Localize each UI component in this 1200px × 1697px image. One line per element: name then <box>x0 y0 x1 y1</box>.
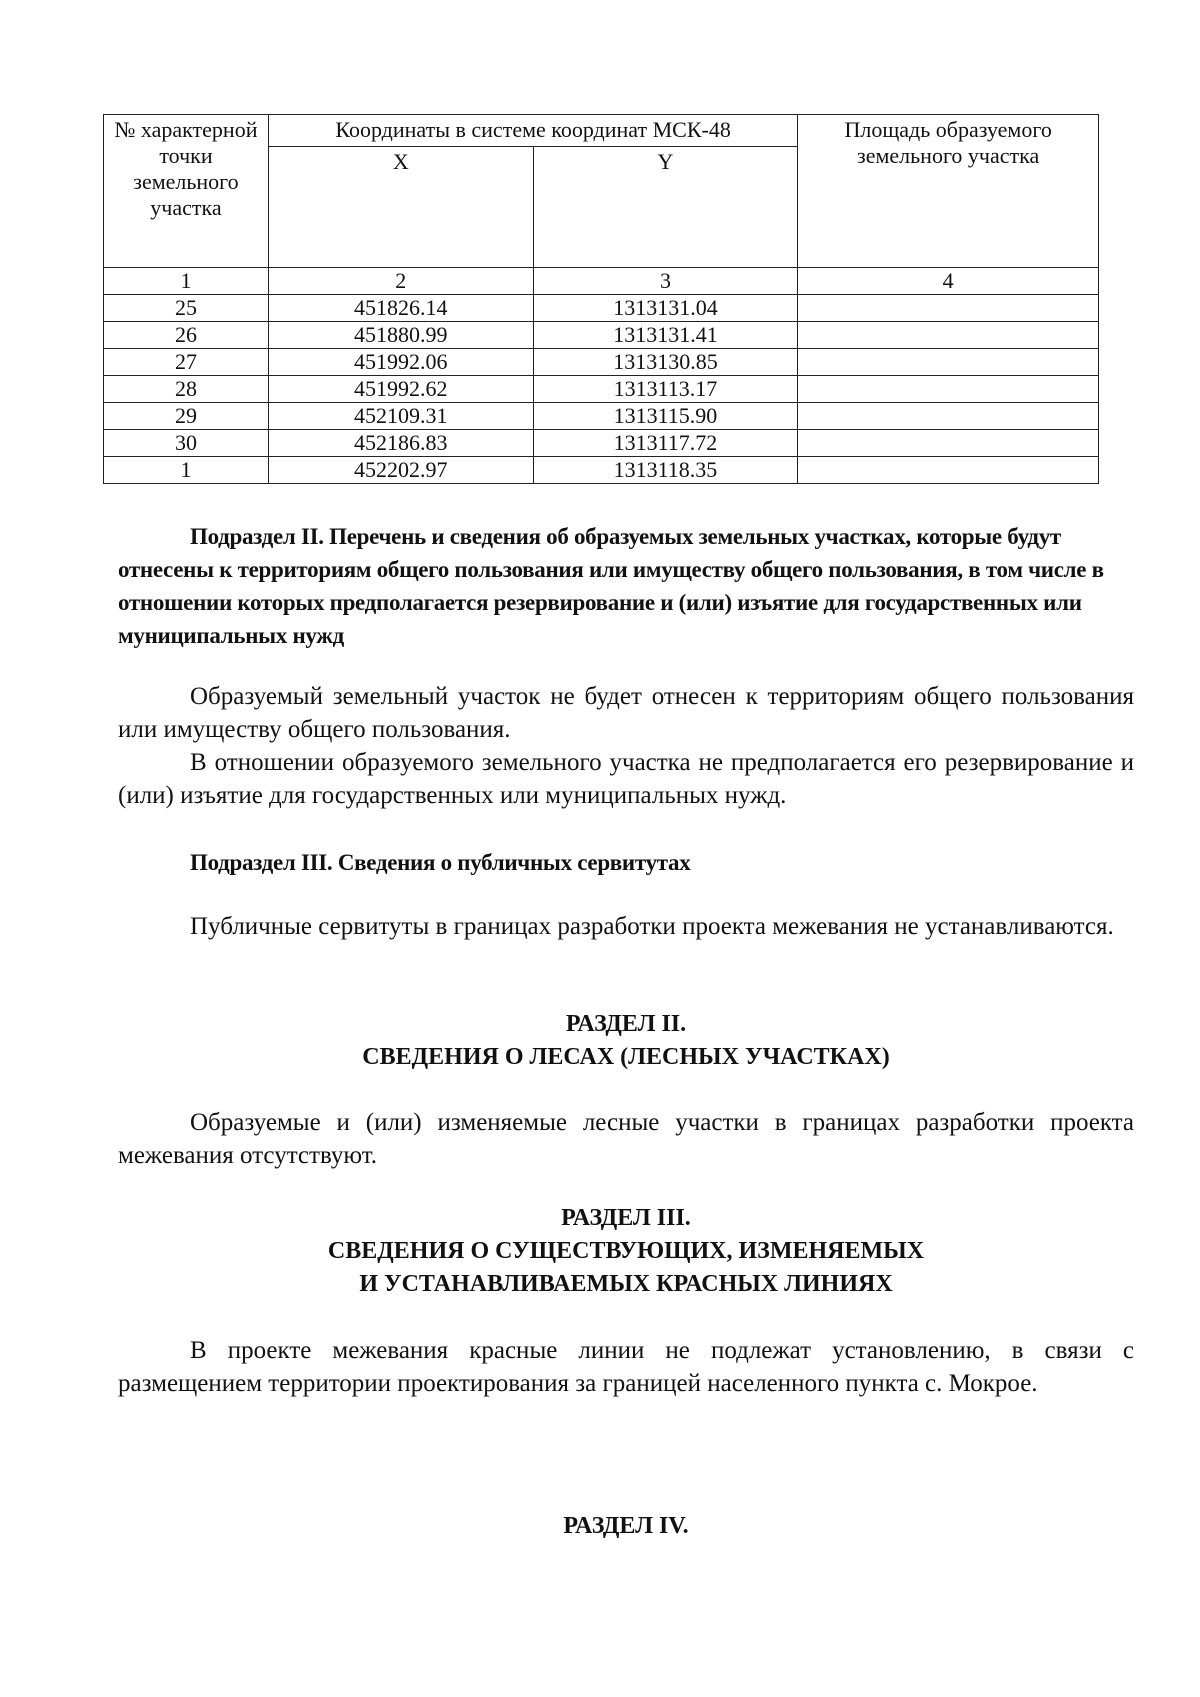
cell-y: 1313117.72 <box>533 430 798 457</box>
cell-y: 1313118.35 <box>533 457 798 484</box>
table-row <box>104 376 1099 403</box>
cell-x: 451826.14 <box>268 295 533 322</box>
header-coordinates-group: Координаты в системе координат МСК-48 <box>268 115 797 147</box>
cell-point: 29 <box>104 403 269 430</box>
coordinates-table <box>103 114 1099 484</box>
cell-point: 25 <box>104 295 269 322</box>
section-4-heading <box>118 1510 1134 1543</box>
section-2-number: РАЗДЕЛ II. <box>565 1011 687 1037</box>
cell-y: 1313131.41 <box>533 322 798 349</box>
col-number: 3 <box>533 268 798 295</box>
col-number: 2 <box>268 268 533 295</box>
section-3-heading <box>118 1202 1134 1301</box>
table-header-row <box>104 115 1099 147</box>
header-y: Y <box>533 146 798 267</box>
cell-area <box>798 403 1099 430</box>
cell-area <box>798 430 1099 457</box>
subsection-2-paragraph-1: Образуемый земельный участок не будет отнесен к территориям общего пользования или имуществу общего пользования. <box>118 683 1134 743</box>
cell-y: 1313130.85 <box>533 349 798 376</box>
cell-y: 1313113.17 <box>533 376 798 403</box>
table-row <box>104 349 1099 376</box>
cell-area <box>798 376 1099 403</box>
cell-point: 1 <box>104 457 269 484</box>
cell-area <box>798 457 1099 484</box>
cell-point: 26 <box>104 322 269 349</box>
cell-x: 452186.83 <box>268 430 533 457</box>
subsection-2-paragraph-2: В отношении образуемого земельного участка не предполагается его резервирование и (или) изъятие для государственных или муниципальных нужд. <box>118 749 1134 809</box>
cell-point: 30 <box>104 430 269 457</box>
subsection-3-title: Подраздел III. Сведения о публичных сервитутах <box>190 850 691 875</box>
cell-point: 27 <box>104 349 269 376</box>
cell-x: 451992.62 <box>268 376 533 403</box>
header-area: Площадь образуемого земельного участка <box>798 115 1099 268</box>
subsection-3-paragraph: Публичные сервитуты в границах разработки проекта межевания не устанавливаются. <box>190 913 1114 940</box>
cell-point: 28 <box>104 376 269 403</box>
table-row <box>104 295 1099 322</box>
header-point-number: № характерной точки земельного участка <box>104 115 269 268</box>
table-column-numbers <box>104 268 1099 295</box>
section-4-number: РАЗДЕЛ IV. <box>563 1513 689 1539</box>
section-2-title: СВЕДЕНИЯ О ЛЕСАХ (ЛЕСНЫХ УЧАСТКАХ) <box>362 1044 890 1070</box>
cell-x: 452109.31 <box>268 403 533 430</box>
table-row <box>104 457 1099 484</box>
section-2-paragraph: Образуемые и (или) изменяемые лесные участки в границах разработки проекта межевания отсутствуют. <box>118 1109 1134 1169</box>
section-3-paragraph: В проекте межевания красные линии не подлежат установлению, в связи с размещением территории проектирования за границей населенного пункта с. Мокрое. <box>118 1337 1134 1397</box>
col-number: 4 <box>798 268 1099 295</box>
cell-area <box>798 349 1099 376</box>
table-row <box>104 403 1099 430</box>
section-3-number: РАЗДЕЛ III. <box>561 1205 691 1231</box>
section-2-heading <box>118 1008 1134 1074</box>
cell-x: 452202.97 <box>268 457 533 484</box>
cell-area <box>798 295 1099 322</box>
section-3-title-line-2: И УСТАНАВЛИВАЕМЫХ КРАСНЫХ ЛИНИЯХ <box>359 1271 893 1297</box>
header-x: X <box>268 146 533 267</box>
cell-y: 1313115.90 <box>533 403 798 430</box>
subsection-2-title: Подраздел II. Перечень и сведения об образуемых земельных участках, которые будут отнесены к территориям общего пользования или имуществу общего пользования, в том числе в отношении которых предполагается резервирование и (или) изъятие для государственных или муниципальных нужд <box>118 524 1104 648</box>
col-number: 1 <box>104 268 269 295</box>
cell-x: 451992.06 <box>268 349 533 376</box>
cell-y: 1313131.04 <box>533 295 798 322</box>
cell-area <box>798 322 1099 349</box>
table-row <box>104 430 1099 457</box>
table-row <box>104 322 1099 349</box>
section-3-title-line-1: СВЕДЕНИЯ О СУЩЕСТВУЮЩИХ, ИЗМЕНЯЕМЫХ <box>327 1238 925 1264</box>
cell-x: 451880.99 <box>268 322 533 349</box>
